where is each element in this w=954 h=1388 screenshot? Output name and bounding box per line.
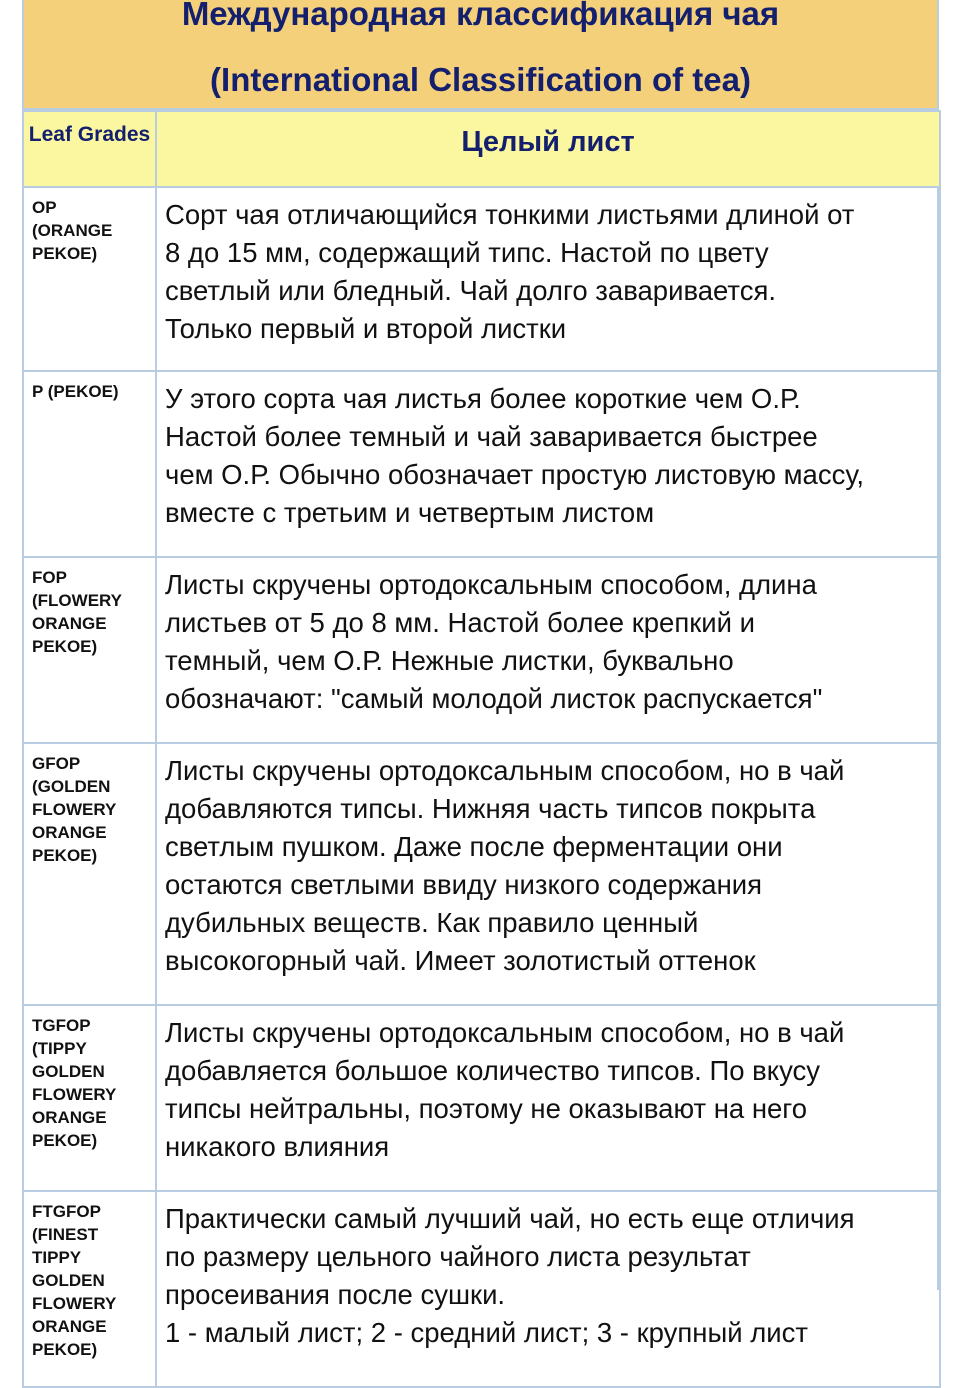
title-banner [22, 0, 939, 110]
classification-table [22, 110, 941, 1388]
page-subtitle: (International Classification of tea) [210, 61, 751, 98]
page-title: Международная классификация чая [181, 0, 780, 32]
description-cell: Листы скручены ортодоксальным способом, но в чай добавляется большое количество типсов. По вкусу типсы нейтральны, поэтому не оказывают на него никакого влияния [156, 1005, 940, 1191]
description-cell: Сорт чая отличающийся тонкими листьями длиной от 8 до 15 мм, содержащий типс. Настой по цвету светлый или бледный. Чай долго заваривается. Только первый и второй листки [156, 187, 940, 371]
grade-cell: OP (ORANGE PEKOE) [23, 187, 156, 371]
description-cell: У этого сорта чая листья более короткие чем О.Р. Настой более темный и чай заваривается быстрее чем О.Р. Обычно обозначает простую листовую массу, вместе с третьим и четвертым листом [156, 371, 940, 557]
table-row [23, 743, 940, 1005]
table-header-row [23, 111, 940, 187]
header-leaf-grades: Leaf Grades [23, 111, 156, 187]
grade-cell: FOP (FLOWERY ORANGE PEKOE) [23, 557, 156, 743]
description-cell: Листы скручены ортодоксальным способом, но в чай добавляются типсы. Нижняя часть типсов покрыта светлым пушком. Даже после ферментации они остаются светлыми ввиду низкого содержания дубильных веществ. Как правило ценный высокогорный чай. Имеет золотистый оттенок [156, 743, 940, 1005]
table-row [23, 1191, 940, 1387]
table-row [23, 557, 940, 743]
grade-cell: FTGFOP (FINEST TIPPY GOLDEN FLOWERY ORANGE PEKOE) [23, 1191, 156, 1387]
header-whole-leaf: Целый лист [156, 111, 940, 187]
grade-cell: TGFOP (TIPPY GOLDEN FLOWERY ORANGE PEKOE) [23, 1005, 156, 1191]
description-cell: Листы скручены ортодоксальным способом, длина листьев от 5 до 8 мм. Настой более крепкий и темный, чем О.Р. Нежные листки, буквально обозначают: "самый молодой листок распускается" [156, 557, 940, 743]
grade-cell: GFOP (GOLDEN FLOWERY ORANGE PEKOE) [23, 743, 156, 1005]
table-row [23, 187, 940, 371]
description-cell: Практически самый лучший чай, но есть еще отличия по размеру цельного чайного листа результат просеивания после сушки. 1 - малый лист; 2 - средний лист; 3 - крупный лист [156, 1191, 940, 1387]
table-row [23, 371, 940, 557]
grade-cell: P (PEKOE) [23, 371, 156, 557]
table-row [23, 1005, 940, 1191]
